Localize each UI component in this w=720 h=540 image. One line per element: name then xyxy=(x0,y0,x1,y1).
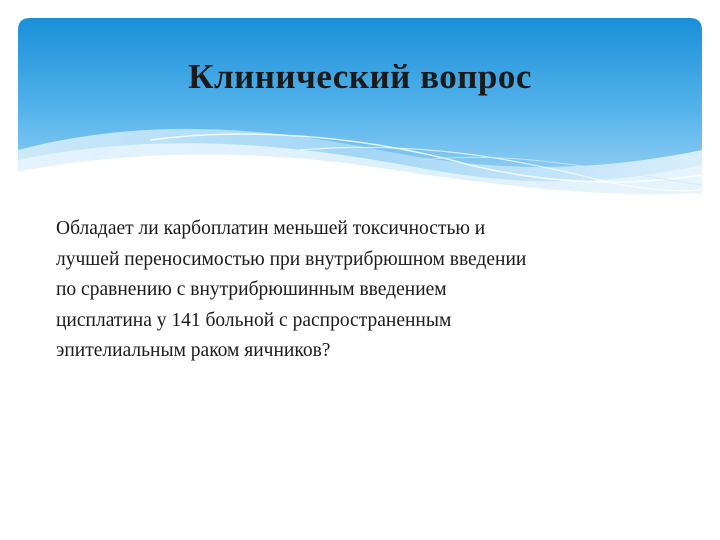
slide-title: Клинический вопрос xyxy=(188,57,532,96)
body-line: лучшей переносимостью при внутрибрюшном введении xyxy=(56,248,527,270)
slide-body xyxy=(56,214,676,367)
body-line: цисплатина у 141 больной с распространенным xyxy=(56,309,452,331)
header-banner xyxy=(0,0,720,210)
body-line: эпителиальным раком яичников? xyxy=(56,340,331,361)
body-line: Обладает ли карбоплатин меньшей токсичностью и xyxy=(56,218,486,239)
body-line: по сравнению с внутрибрюшинным введением xyxy=(56,279,447,300)
header-wave-graphic xyxy=(0,0,720,210)
